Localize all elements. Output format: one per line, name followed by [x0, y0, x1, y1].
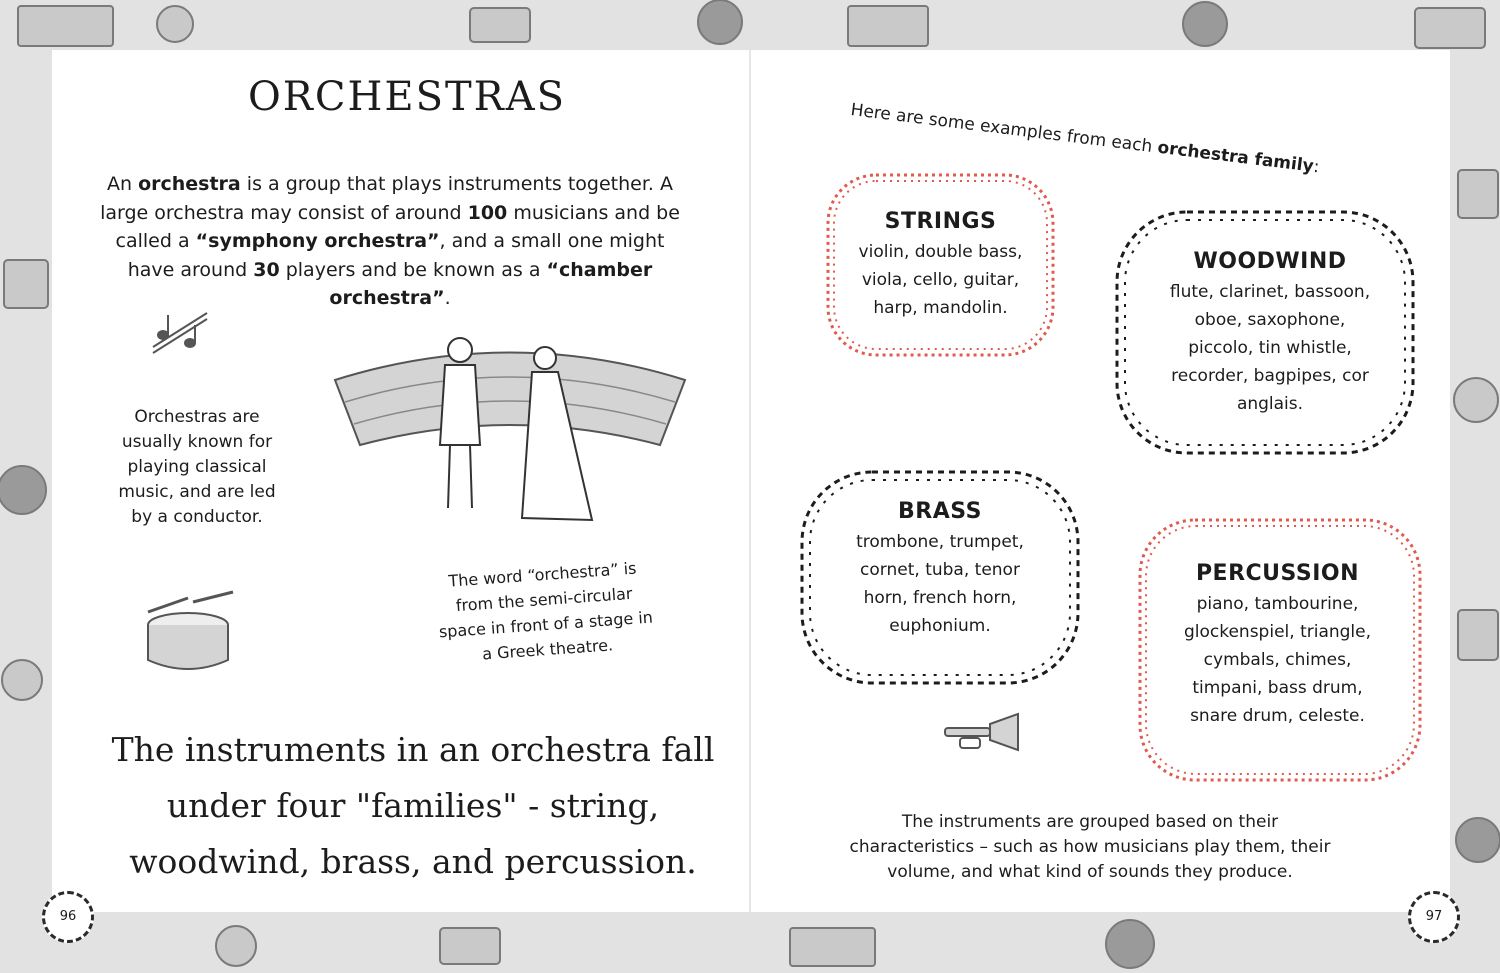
family-brass: [845, 498, 1035, 640]
keyboard-icon: [848, 6, 928, 46]
strings-title: STRINGS: [884, 209, 997, 234]
families-statement: The instruments in an orchestra fall under four "families" - string, woodwind, brass, and percussion.: [111, 730, 715, 881]
page-number-left: 96: [42, 891, 94, 943]
family-woodwind: [1160, 248, 1380, 418]
woodwind-title: WOODWIND: [1193, 249, 1347, 274]
keyboard-icon: [790, 928, 875, 966]
keyboard-icon: [18, 6, 113, 46]
vinyl-icon: [1106, 920, 1154, 968]
strings-items: violin, double bass, viola, cello, guitar, harp, mandolin.: [858, 242, 1023, 318]
woodwind-items: flute, clarinet, bassoon, oboe, saxophone, piccolo, tin whistle, recorder, bagpipes, cor anglais.: [1169, 282, 1371, 414]
cassette-icon: [470, 8, 530, 42]
trumpet-icon: [940, 712, 1025, 757]
cassette-icon: [440, 928, 500, 964]
page-number-right: 97: [1408, 891, 1460, 943]
cassette-icon: [1415, 8, 1485, 48]
drum-icon: [157, 6, 193, 42]
drum-icon: [138, 590, 238, 680]
brass-items: trombone, trumpet, cornet, tuba, tenor horn, french horn, euphonium.: [856, 532, 1024, 636]
word-origin-note: The word “orchestra” is from the semi-circular space in front of a stage in a Greek theatre.: [438, 558, 654, 664]
intro-paragraph: An orchestra is a group that plays instruments together. A large orchestra may consist of around 100 musicians and be called a “symphony orchestra”, and a small one might have around 30 players and be known as a “chamber orchestra”.: [100, 173, 680, 309]
family-strings: [848, 208, 1033, 322]
percussion-title: PERCUSSION: [1195, 561, 1360, 586]
music-notes-icon: [145, 305, 215, 360]
percussion-items: piano, tambourine, glockenspiel, triangle, cymbals, chimes, timpani, bass drum, snare drum, celeste.: [1183, 594, 1372, 726]
drum-icon: [2, 660, 42, 700]
greek-theatre-illustration: [330, 330, 690, 530]
families-intro: Here are some examples from each orchestra family:: [849, 100, 1321, 178]
grouping-note: The instruments are grouped based on their characteristics – such as how musicians play them, their volume, and what kind of sounds they produce.: [849, 812, 1331, 882]
radio-icon: [1458, 610, 1498, 660]
vinyl-icon: [1456, 818, 1500, 862]
vinyl-icon: [0, 466, 46, 514]
vinyl-icon: [698, 0, 742, 44]
drum-icon: [216, 926, 256, 966]
cassette-icon: [4, 260, 48, 308]
vinyl-icon: [1183, 2, 1227, 46]
drum-icon: [1454, 378, 1498, 422]
cassette-icon: [1458, 170, 1498, 218]
side-note: Orchestras are usually known for playing classical music, and are led by a conductor.: [118, 407, 276, 527]
family-percussion: [1170, 560, 1385, 730]
brass-title: BRASS: [898, 499, 982, 524]
page-title: ORCHESTRAS: [248, 74, 567, 120]
page-gutter: [749, 50, 751, 912]
